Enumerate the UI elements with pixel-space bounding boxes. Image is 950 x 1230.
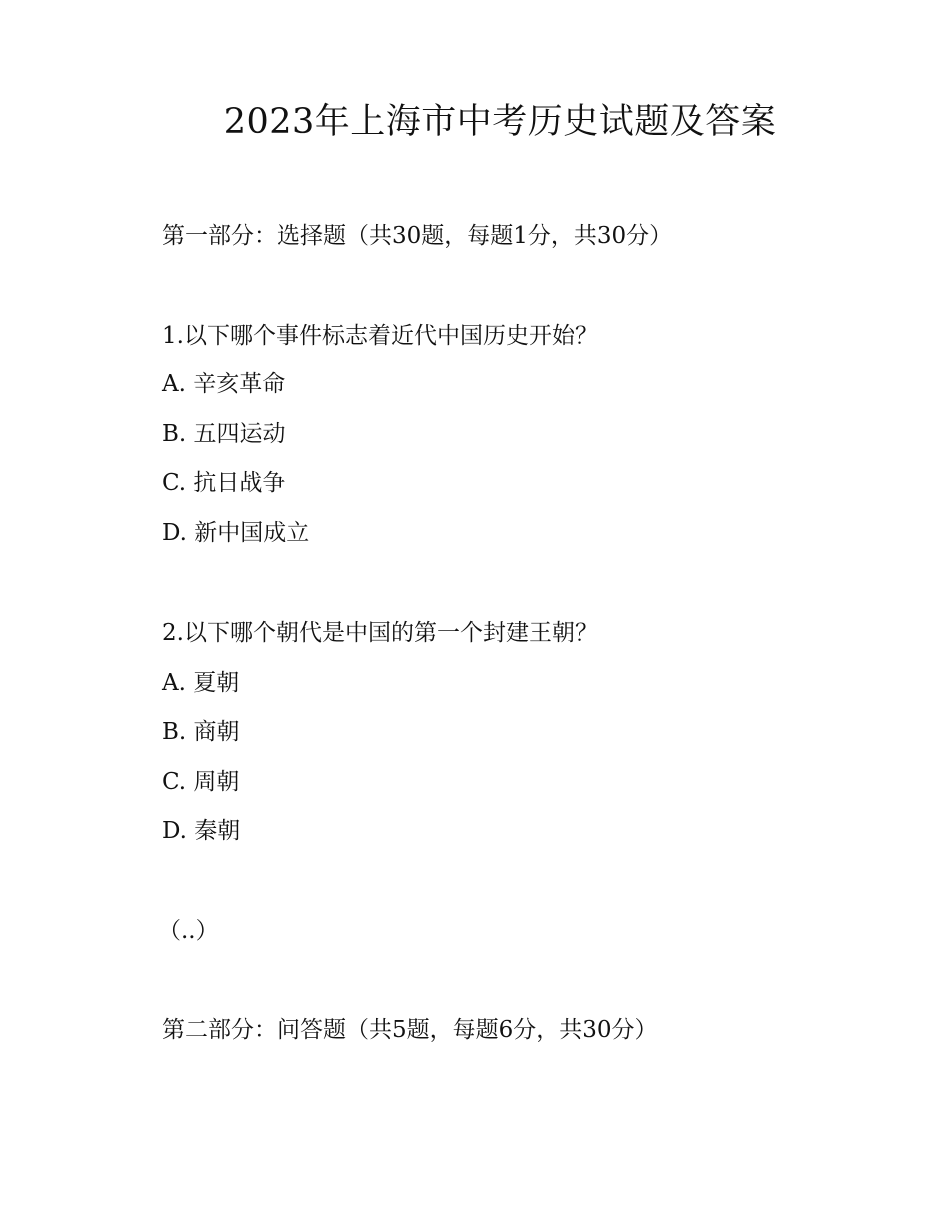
option-b: B. 商朝: [162, 719, 240, 745]
option-a: A. 辛亥革命: [162, 371, 286, 397]
option-b: B. 五四运动: [162, 421, 286, 447]
ellipsis-text: （..）: [158, 918, 219, 944]
option-a: A. 夏朝: [162, 670, 240, 696]
document-title: 2023年上海市中考历史试题及答案: [223, 102, 777, 142]
part2-heading: 第二部分：问答题（共5题，每题6分，共30分）: [162, 1017, 658, 1043]
option-d: D. 新中国成立: [162, 520, 310, 546]
option-c: C. 抗日战争: [162, 470, 286, 496]
option-d: D. 秦朝: [162, 818, 241, 844]
option-c: C. 周朝: [162, 769, 240, 795]
question-text: 2.以下哪个朝代是中国的第一个封建王朝？: [162, 620, 598, 646]
question-text: 1.以下哪个事件标志着近代中国历史开始？: [162, 323, 598, 349]
part1-heading: 第一部分：选择题（共30题，每题1分，共30分）: [162, 223, 673, 249]
